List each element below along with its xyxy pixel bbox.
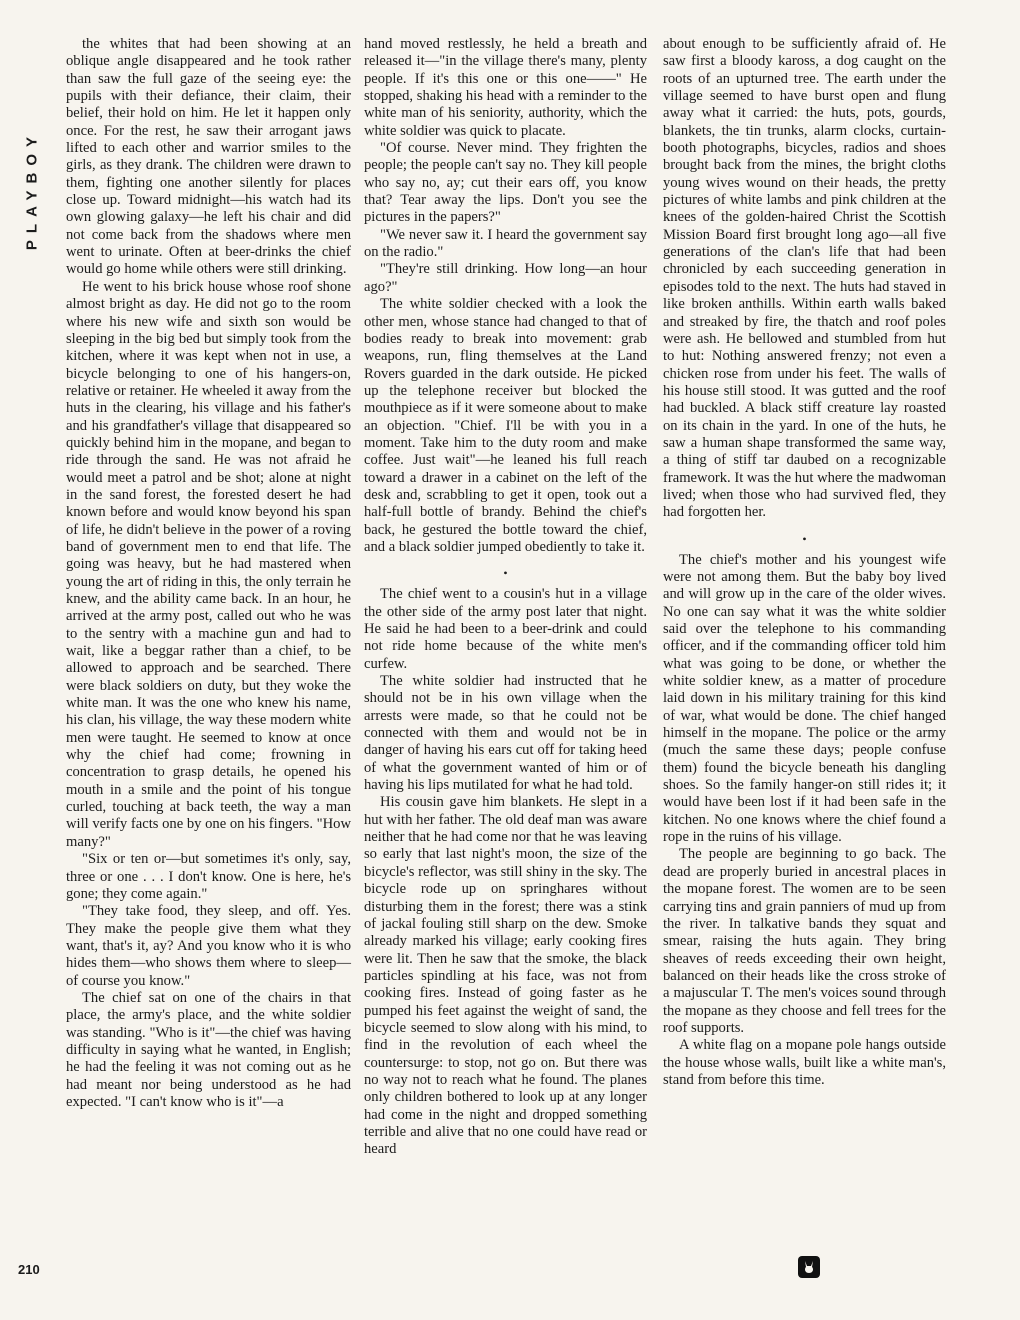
text-column-3 bbox=[663, 36, 946, 1089]
paragraph: "They're still drinking. How long—an hour ago?" bbox=[364, 261, 647, 295]
paragraph: hand moved restlessly, he held a breath and released it—"in the village there's many, plenty people. If it's this one or this one——" He stopped, shaking his head with a reminder to the white man of his seniority, authority, which the white soldier was quick to placate. bbox=[364, 36, 647, 139]
paragraph: "We never saw it. I heard the government say on the radio." bbox=[364, 226, 647, 261]
paragraph: The white soldier checked with a look the other men, whose stance had changed to that of bodies ready to break into movement: grab weapons, run, fling themselves at the Land Rovers guarded in the dark outside. He picked up the telephone receiver but blocked the mouthpiece as if it were someone about to make an objection. "Chief. I'll be with you in a moment. Take him to the duty room and make coffee. Just wait"—he leaned his full reach toward a drawer in a cabinet on the left of the desk and, scrabbling to get it open, took out a half-full bottle of brandy. Behind the chief's back, he gestured the bottle toward the chief, and a black soldier jumped obediently to take it. bbox=[364, 296, 647, 555]
paragraph: A white flag on a mopane pole hangs outside the house whose walls, built like a white man's, stand from before this time. bbox=[663, 1037, 946, 1088]
section-break-bullet: • bbox=[802, 531, 807, 546]
paragraph: "Of course. Never mind. They frighten the people; the people can't say no. They kill people who say no, ay; cut their ears off, you know that? Tear away the lips. Don't you see the pictures in the papers?" bbox=[364, 140, 647, 226]
paragraph: The chief went to a cousin's hut in a village the other side of the army post later that night. He said he had been to a beer-drink and could not ride home because of the white men's curfew. bbox=[364, 586, 647, 672]
paragraph: "They take food, they sleep, and off. Yes. They make the people give them what they want, that's it, ay? And you know who it is who hides them—who shows them where to sleep—of course you know." bbox=[66, 903, 351, 989]
running-head-text: PLAYBOY bbox=[23, 129, 41, 251]
running-head bbox=[10, 40, 54, 340]
section-break-bullet: • bbox=[503, 566, 508, 581]
text-column-1 bbox=[66, 36, 351, 1111]
paragraph: The people are beginning to go back. The dead are properly buried in ancestral places in the mopane forest. The women are to be seen carrying tins and grain panniers of mud up from the river. In talkative bands they squat and smear, raising the huts again. They bring sheaves of reeds exceeding their own height, balanced on their heads like the cross stroke of a majuscular T. The men's voices sound through the mopane as they choose and fell trees for the roof supports. bbox=[663, 846, 946, 1036]
paragraph: The chief's mother and his youngest wife were not among them. But the baby boy lived and will grow up in the care of the older wives. No one can say what it was the white soldier said over the telephone to his commanding officer, and if the commanding officer told him what was going to be done, or whether the white soldier knew, as a matter of procedure laid down in his military training for this kind of war, what would be done. The chief hanged himself in the mopane. The police or the army (much the same these days; people confuse them) found the bicycle beneath his dangling shoes. So the family hanger-on still rides it; it would have been lost if it had been safe in the kitchen. No one knows where the chief found a rope in the ruins of his village. bbox=[663, 551, 946, 846]
paragraph: His cousin gave him blankets. He slept in a hut with her father. The old deaf man was aware neither that he had come nor that he was leaving so early that last night's moon, the size of the bicycle's reflector, was still shiny in the sky. The bicycle rode up on springhares without disturbing them in the forest; there was a stink of jackal fouling still sharp on the dew. Smoke already marked his village; early cooking fires were lit. Then he saw that the smoke, the black particles spindling at his face, was not from cooking fires. Instead of going faster as he pumped his feet against the weight of sand, the bicycle seemed to slow along with his mind, to find in the revolution of each wheel the countersurge: to stop, not go on. But there was no way not to reach what he found. The planes only children bothered to look up at any longer had come in the night and dropped something terrible and alive that no one could have read or heard bbox=[364, 794, 647, 1158]
paragraph: the whites that had been showing at an oblique angle disappeared and he took rather than saw the full gaze of the seeing eye: the pupils with their defiance, their claim, their belief, their hold on him. He let it happen only once. For the rest, he saw their arrogant jaws lifted to each other and warrior smiles to the girls, as they drank. The children were drawn to them, fighting one another silently for places close up. Toward midnight—his watch had its own glowing galaxy—he left his chair and did not come back from the shadows where men went to urinate. Often at beer-drinks the chief would go home while others were still drinking. bbox=[66, 36, 351, 278]
page-number: 210 bbox=[18, 1262, 40, 1277]
paragraph: He went to his brick house whose roof shone almost bright as day. He did not go to the room where his new wife and sixth son would be sleeping in the big bed but simply took from the kitchen, where it was kept when not in use, a bicycle belonging to one of his hangers-on, relative or retainer. He wheeled it away from the huts in the clearing, his village and his father's and his grandfather's village that disappeared so quickly behind him in the mopane, and began to ride through the sand. He was not afraid he would meet a patrol and be shot; alone at night in the sand forest, the forested desert he had known before and would know beyond his span of life, he didn't believe in the power of a roving band of government men to end that life. The going was heavy, but he had mastered when young the art of riding in this, the only terrain he knew, and the ability came back. In an hour, he arrived at the army post, called out who he was to the sentry with a machine gun and had to wait, like a beggar rather than a chief, to be allowed to approach and be searched. There were black soldiers on duty, but they woke the white man. It was the one who knew his name, his clan, his village, the way these modern white men were taught. He seemed to know at once why the chief had come; frowning in concentration to grasp details, he opened his mouth in a smile and the point of his tongue curled, touching at back teeth, the way a man will verify facts one by one on his fingers. "How many?" bbox=[66, 278, 351, 850]
paragraph: "Six or ten or—but sometimes it's only, say, three or one . . . I don't know. One is here, he's gone; they come again." bbox=[66, 851, 351, 902]
rabbit-head-icon bbox=[798, 1256, 820, 1278]
paragraph: The white soldier had instructed that he should not be in his own village when the arrests were made, so that he could not be connected with them and would not be in danger of having his ears cut off for taking heed of what the government wanted of him or of having his lips mutilated for what he had told. bbox=[364, 673, 647, 794]
paragraph: about enough to be sufficiently afraid of. He saw first a bloody kaross, a dog caught on the roots of an upturned tree. The earth under the village seemed to have burst open and flung away what it carried: the huts, pots, gourds, blankets, the tin trunks, alarm clocks, curtain-booth photographs, bicycles, radios and shoes brought back from the mines, the bright cloths young wives wound on their heads, the pretty pictures of white lambs and pink children at the knees of the golden-haired Christ the Scottish Mission Board first brought long ago—all five generations of the clan's life that had been chronicled by each succeeding generation in episodes told to the next. The huts had staved in like broken anthills. Within earth walls baked and streaked by fire, the thatch and roof poles were ash. He bellowed and stumbled from hut to hut: Nothing answered frenzy; not even a chicken rose from under his feet. The walls of his house still stood. It was gutted and the roof had buckled. A black stiff creature lay roasted on its chain in the yard. In one of the huts, he saw a human shape transformed the same way, a thing of stiff tar daubed on a recognizable framework. It was the hut where the madwoman lived; when those who had survived fled, they had forgotten her. bbox=[663, 36, 946, 521]
paragraph: The chief sat on one of the chairs in that place, the army's place, and the white soldier was standing. "Who is it"—the chief was having difficulty in saying what he wanted, in English; he had the feeling it was not coming out as he had meant nor being understood as he had expected. "I can't know who is it"—a bbox=[66, 989, 351, 1110]
text-column-2 bbox=[364, 36, 647, 1159]
